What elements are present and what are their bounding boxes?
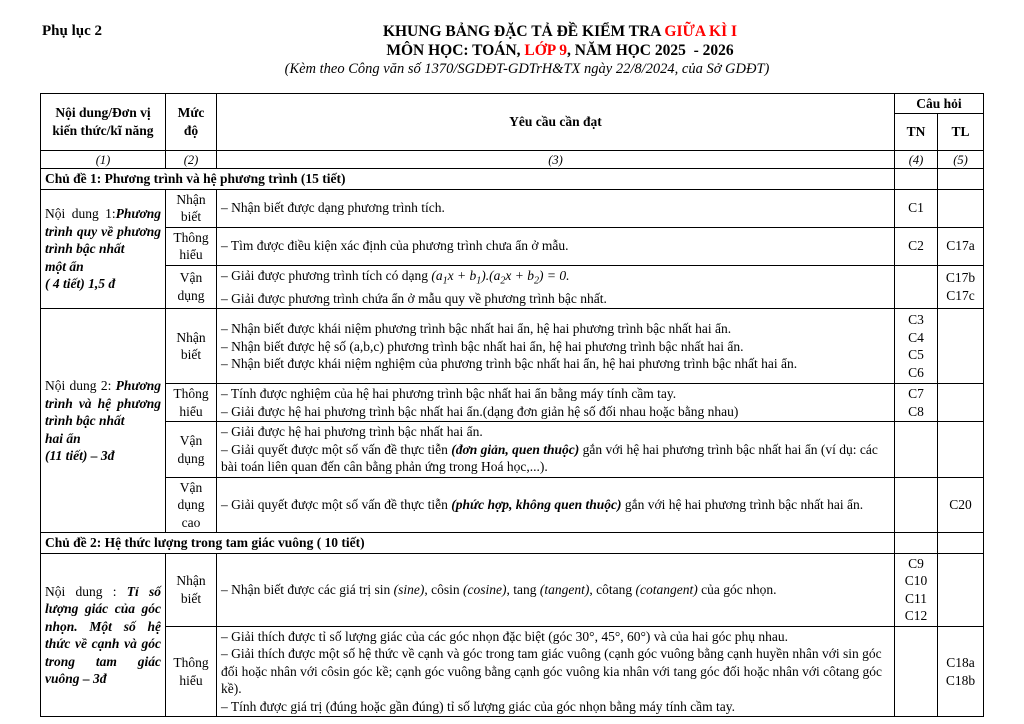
chapter2-title: Chủ đề 2: Hệ thức lượng trong tam giác vuông ( 10 tiết) bbox=[41, 533, 895, 554]
document-header bbox=[96, 0, 1024, 79]
requirement-cell bbox=[217, 309, 895, 384]
row-s3-nhan-biet bbox=[41, 553, 984, 626]
tl-cell bbox=[938, 477, 984, 533]
math-seg: (a bbox=[431, 267, 443, 283]
tn-cell-empty bbox=[895, 169, 938, 190]
question-id: C11 bbox=[904, 590, 927, 606]
requirement-line bbox=[221, 441, 890, 476]
s3-topic-cell bbox=[41, 553, 166, 717]
requirement-line: – Giải được phương trình chứa ẩn ở mẫu quy về phương trình bậc nhất. bbox=[221, 290, 607, 306]
chapter1-row bbox=[41, 169, 984, 190]
topic-detail: (11 tiết) – 3đ bbox=[45, 448, 115, 464]
math-seg: x + b bbox=[505, 267, 534, 283]
topic-prefix: Nội dung 2: bbox=[45, 378, 112, 394]
requirement-cell bbox=[217, 422, 895, 478]
requirement-line: – Giải được hệ hai phương trình bậc nhất hai ẩn.(dạng đơn giản hệ số đối nhau hoặc bằng nhau) bbox=[221, 403, 739, 419]
header-level-column: Mức độ bbox=[166, 93, 217, 151]
header-questions-group: Câu hỏi bbox=[895, 93, 984, 114]
term-italic: (sine) bbox=[393, 582, 425, 598]
question-id: C17b bbox=[945, 270, 976, 286]
tl-cell-empty bbox=[938, 422, 984, 478]
requirement-text: – Giải quyết được một số vấn đề thực tiễn bbox=[221, 441, 452, 457]
level-cell: Vận dụng bbox=[166, 422, 217, 478]
math-seg: ) = 0. bbox=[538, 267, 570, 283]
document-subtitle bbox=[96, 42, 1024, 61]
topic-main: Phương trình quy về phương trình bậc nhất bbox=[45, 206, 161, 257]
row-s1-thong-hieu bbox=[41, 227, 984, 265]
question-id: C8 bbox=[908, 403, 924, 419]
requirement-cell bbox=[217, 265, 895, 309]
requirement-line: – Tính được nghiệm của hệ hai phương trình bậc nhất hai ẩn bằng máy tính cầm tay. bbox=[221, 386, 677, 402]
requirement-text: của góc nhọn. bbox=[697, 582, 777, 598]
tl-cell-empty bbox=[938, 169, 984, 190]
requirement-line: – Tìm được điều kiện xác định của phương trình chưa ẩn ở mẫu. bbox=[221, 238, 569, 254]
subtitle-accent: LỚP 9 bbox=[524, 41, 568, 59]
row-s2-nhan-biet bbox=[41, 309, 984, 384]
requirement-line: – Nhận biết được dạng phương trình tích. bbox=[221, 200, 445, 216]
row-s3-thong-hieu bbox=[41, 626, 984, 717]
topic-main: Phương trình và hệ phương trình bậc nhất bbox=[45, 378, 161, 429]
requirement-line bbox=[221, 267, 890, 290]
math-seg: ).(a bbox=[481, 267, 501, 283]
term-italic: (tangent) bbox=[539, 582, 590, 598]
requirement-emphasis: (phức hợp, không quen thuộc) bbox=[451, 497, 622, 513]
document-title bbox=[96, 23, 1024, 42]
row-s2-van-dung-cao bbox=[41, 477, 984, 533]
question-id: C12 bbox=[904, 608, 928, 624]
tn-cell bbox=[895, 189, 938, 227]
math-expression bbox=[431, 267, 570, 287]
requirement-cell bbox=[217, 189, 895, 227]
tl-cell bbox=[938, 265, 984, 309]
level-cell: Vận dụng cao bbox=[166, 477, 217, 533]
question-id: C17a bbox=[946, 238, 975, 254]
row-s1-van-dung bbox=[41, 265, 984, 309]
question-id: C20 bbox=[949, 497, 972, 513]
tn-cell bbox=[895, 227, 938, 265]
math-sub: 2 bbox=[500, 275, 506, 287]
level-cell: Nhận biết bbox=[166, 309, 217, 384]
row-s2-thong-hieu bbox=[41, 384, 984, 422]
title-text: KHUNG BẢNG ĐẶC TẢ ĐỀ KIỂM TRA bbox=[382, 23, 665, 40]
level-cell: Nhận biết bbox=[166, 189, 217, 227]
requirement-text: – Giải quyết được một số vấn đề thực tiễn bbox=[221, 497, 452, 513]
requirement-text: gắn với hệ hai phương trình bậc nhất hai ẩn. bbox=[621, 497, 864, 513]
requirement-text: – Giải được phương trình tích có dạng bbox=[221, 267, 432, 283]
index-cell-2: (2) bbox=[166, 151, 217, 169]
requirement-text: , tang bbox=[506, 582, 540, 598]
math-seg: x + b bbox=[447, 267, 477, 283]
row-s1-nhan-biet bbox=[41, 189, 984, 227]
header-tn-column: TN bbox=[895, 114, 938, 151]
topic-line2: một ẩn bbox=[45, 258, 84, 274]
requirement-cell bbox=[217, 384, 895, 422]
s2-topic-cell bbox=[41, 309, 166, 533]
table-header-row bbox=[41, 93, 984, 114]
requirement-text: , côsin bbox=[424, 582, 464, 598]
tn-cell bbox=[895, 553, 938, 626]
requirement-line: – Nhận biết được khái niệm phương trình bậc nhất hai ẩn, hệ hai phương trình bậc nhất hai ẩn. bbox=[221, 321, 732, 337]
level-cell: Thông hiểu bbox=[166, 227, 217, 265]
requirement-text: , côtang bbox=[589, 582, 636, 598]
question-id: C7 bbox=[908, 386, 924, 402]
math-sub: 1 bbox=[442, 275, 448, 287]
header-content-column: Nội dung/Đơn vị kiến thức/kĩ năng bbox=[41, 93, 166, 151]
topic-prefix: Nội dung : bbox=[45, 583, 127, 599]
requirement-line: – Giải thích được tỉ số lượng giác của các góc nhọn đặc biệt (góc 30°, 45°, 60°) và của hai góc phụ nhau. bbox=[221, 628, 788, 644]
question-id: C6 bbox=[908, 364, 924, 380]
tl-cell-empty bbox=[938, 309, 984, 384]
requirement-line: – Tính được giá trị (đúng hoặc gần đúng) tỉ số lượng giác của góc nhọn bằng máy tính cầm tay. bbox=[221, 698, 736, 714]
header-requirement-column: Yêu cầu cần đạt bbox=[217, 93, 895, 151]
tn-cell-empty bbox=[895, 422, 938, 478]
question-id: C1 bbox=[908, 200, 924, 216]
question-id: C3 bbox=[908, 312, 924, 328]
tn-cell bbox=[895, 384, 938, 422]
level-cell: Thông hiểu bbox=[166, 626, 217, 717]
column-index-row bbox=[41, 151, 984, 169]
requirement-cell bbox=[217, 227, 895, 265]
requirement-line: – Giải được hệ hai phương trình bậc nhất hai ẩn. bbox=[221, 424, 483, 440]
index-cell-5: (5) bbox=[938, 151, 984, 169]
requirement-cell bbox=[217, 553, 895, 626]
index-cell-3: (3) bbox=[217, 151, 895, 169]
question-id: C18b bbox=[945, 672, 976, 688]
requirement-line: – Giải thích được một số hệ thức về cạnh và góc trong tam giác vuông (cạnh góc vuông bằng cạnh huyền nhân với sin góc đối hoặc nhân với côsin góc kề; cạnh góc vuông bằng cạnh góc vuông kia nhân với tang góc đối hoặc nhân với côtang góc kề). bbox=[221, 646, 882, 697]
math-sub: 1 bbox=[476, 275, 482, 287]
requirement-line: – Nhận biết được khái niệm nghiệm của phương trình bậc nhất hai ẩn, hệ hai phương trình bậc nhất hai ẩn. bbox=[221, 356, 798, 372]
tl-cell-empty bbox=[938, 189, 984, 227]
s1-topic-cell bbox=[41, 189, 166, 309]
question-id: C9 bbox=[908, 555, 924, 571]
tl-cell-empty bbox=[938, 533, 984, 554]
term-italic: (cosine) bbox=[463, 582, 507, 598]
requirement-text: gắn với hệ hai phương trình bậc nhất hai ẩn (ví dụ: các bài toán liên quan đến cân bằng phản ứng trong Hoá học,...). bbox=[221, 441, 878, 475]
question-id: C17c bbox=[946, 287, 975, 303]
requirement-line: – Nhận biết được hệ số (a,b,c) phương trình bậc nhất hai ẩn, hệ hai phương trình bậc nhất hai ẩn. bbox=[221, 338, 744, 354]
requirement-cell bbox=[217, 477, 895, 533]
tn-cell-empty bbox=[895, 533, 938, 554]
document-reference: (Kèm theo Công văn số 1370/SGDĐT-GDTrH&TX ngày 22/8/2024, của Sở GDĐT) bbox=[284, 61, 770, 78]
level-cell: Nhận biết bbox=[166, 553, 217, 626]
tn-cell-empty bbox=[895, 626, 938, 717]
subtitle-text-1: MÔN HỌC: TOÁN, bbox=[386, 41, 525, 59]
index-cell-1: (1) bbox=[41, 151, 166, 169]
topic-main: Tỉ số lượng giác của góc nhọn. Một số hệ thức về cạnh và góc trong tam giác vuông – 3đ bbox=[45, 583, 161, 687]
topic-detail: ( 4 tiết) 1,5 đ bbox=[45, 276, 116, 292]
header-tl-column: TL bbox=[938, 114, 984, 151]
chapter1-title: Chủ đề 1: Phương trình và hệ phương trình (15 tiết) bbox=[41, 169, 895, 190]
requirement-emphasis: (đơn giản, quen thuộc) bbox=[451, 441, 580, 457]
row-s2-van-dung bbox=[41, 422, 984, 478]
topic-line2: hai ẩn bbox=[45, 430, 81, 446]
requirement-line bbox=[221, 581, 890, 599]
title-accent: GIỮA KÌ I bbox=[664, 23, 738, 40]
question-id: C5 bbox=[908, 347, 924, 363]
chapter2-row bbox=[41, 533, 984, 554]
tl-cell-empty bbox=[938, 384, 984, 422]
subtitle-text-2: , NĂM HỌC 2025 - 2026 bbox=[567, 41, 734, 59]
tl-cell bbox=[938, 626, 984, 717]
question-id: C10 bbox=[904, 573, 928, 589]
requirement-line bbox=[221, 496, 890, 514]
tl-cell bbox=[938, 227, 984, 265]
tl-cell-empty bbox=[938, 553, 984, 626]
topic-prefix: Nội dung 1: bbox=[45, 206, 116, 222]
tn-cell-empty bbox=[895, 477, 938, 533]
tn-cell-empty bbox=[895, 265, 938, 309]
tn-cell bbox=[895, 309, 938, 384]
question-id: C18a bbox=[946, 655, 975, 671]
term-italic: (cotangent) bbox=[635, 582, 698, 598]
math-sub: 2 bbox=[533, 275, 539, 287]
requirement-cell bbox=[217, 626, 895, 717]
question-id: C4 bbox=[908, 329, 924, 345]
requirement-text: – Nhận biết được các giá trị sin bbox=[221, 582, 394, 598]
question-id: C2 bbox=[908, 238, 924, 254]
spec-table bbox=[40, 93, 984, 718]
level-cell: Vận dụng bbox=[166, 265, 217, 309]
appendix-label: Phụ lục 2 bbox=[42, 23, 103, 39]
index-cell-4: (4) bbox=[895, 151, 938, 169]
level-cell: Thông hiểu bbox=[166, 384, 217, 422]
